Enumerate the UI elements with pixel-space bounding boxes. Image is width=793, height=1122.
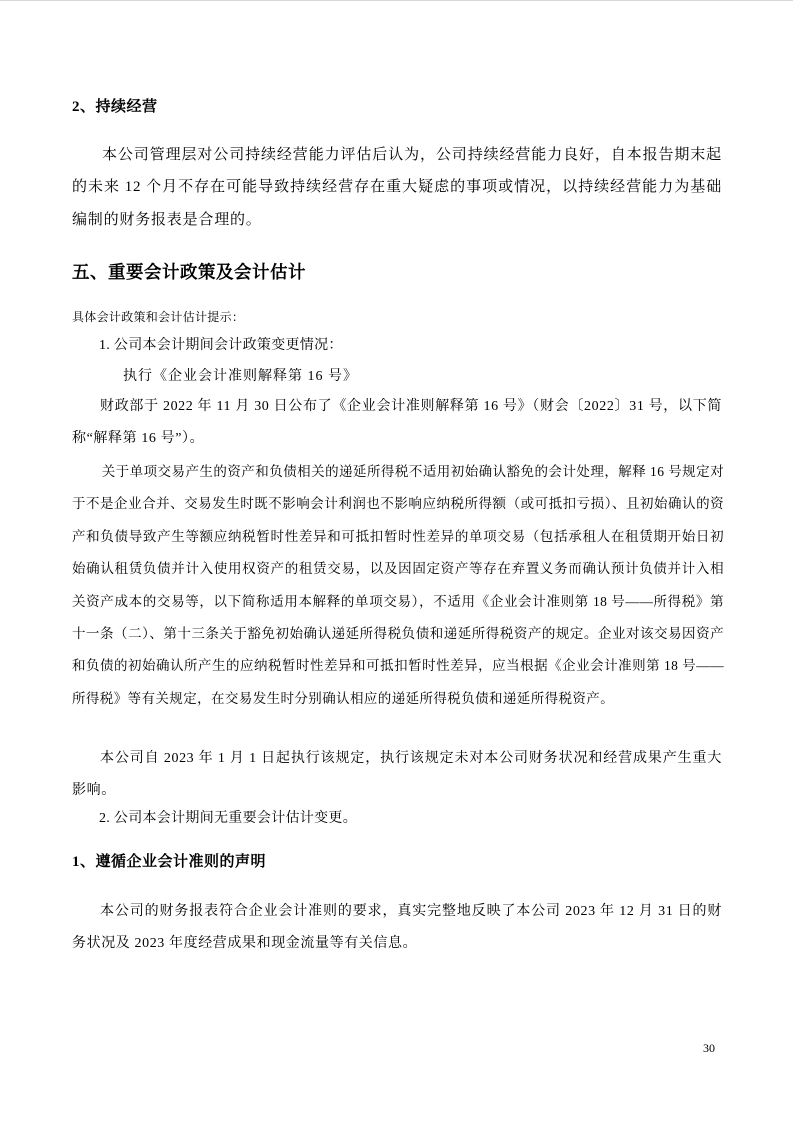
paragraph-effective-date: 本公司自 2023 年 1 月 1 日起执行该规定，执行该规定未对本公司财务状况和经营成果产生重大影响。 — [72, 751, 722, 799]
paragraph-mof-announcement: 财政部于 2022 年 11 月 30 日公布了《企业会计准则解释第 16 号》（财会〔2022〕31 号，以下简称“解释第 16 号”）。 — [72, 399, 722, 447]
paragraph-going-concern: 本公司管理层对公司持续经营能力评估后认为，公司持续经营能力良好，自本报告期末起的未来 12 个月不存在可能导致持续经营存在重大疑虑的事项或情况，以持续经营能力为基础编制的财务报表是合理的。 — [72, 147, 722, 228]
list-item-policy-change: 1. 公司本会计期间会计政策变更情况： — [99, 338, 343, 353]
heading-accounting-policies: 五、重要会计政策及会计估计 — [72, 262, 306, 282]
paragraph-compliance: 本公司的财务报表符合企业会计准则的要求，真实完整地反映了本公司 2023 年 12 月 31 日的财务状况及 2023 年度经营成果和现金流量等有关信息。 — [72, 904, 722, 952]
list-subitem-interpretation-16: 执行《企业会计准则解释第 16 号》 — [123, 369, 358, 384]
heading-compliance-statement: 1、遵循企业会计准则的声明 — [72, 854, 267, 870]
heading-going-concern: 2、持续经营 — [72, 99, 158, 115]
page-number: 30 — [703, 1041, 715, 1055]
paragraph-deferred-tax-detail: 关于单项交易产生的资产和负债相关的递延所得税不适用初始确认豁免的会计处理，解释 16 号规定对于不是企业合并、交易发生时既不影响会计利润也不影响应纳税所得额（或可抵扣亏损）、且初始确认的资产和负债导致产生等额应纳税暂时性差异和可抵扣暂时性差异的单项交易（包括承租人在租赁期开始日初始确认租赁负债并计入使用权资产的租赁交易，以及因固定资产等存在弃置义务而确认预计负债并计入相关资产成本的交易等，以下简称适用本解释的单项交易），不适用《企业会计准则第 18 号——所得税》第十一条（二）、第十三条关于豁免初始确认递延所得税负债和递延所得税资产的规定。企业对该交易因资产和负债的初始确认所产生的应纳税暂时性差异和可抵扣暂时性差异，应当根据《企业会计准则第 18 号——所得税》等有关规定，在交易发生时分别确认相应的递延所得税负债和递延所得税资产。 — [72, 464, 724, 706]
note-policy-hint: 具体会计政策和会计估计提示： — [72, 310, 245, 324]
list-item-no-estimate-change: 2. 公司本会计期间无重要会计估计变更。 — [99, 811, 357, 826]
